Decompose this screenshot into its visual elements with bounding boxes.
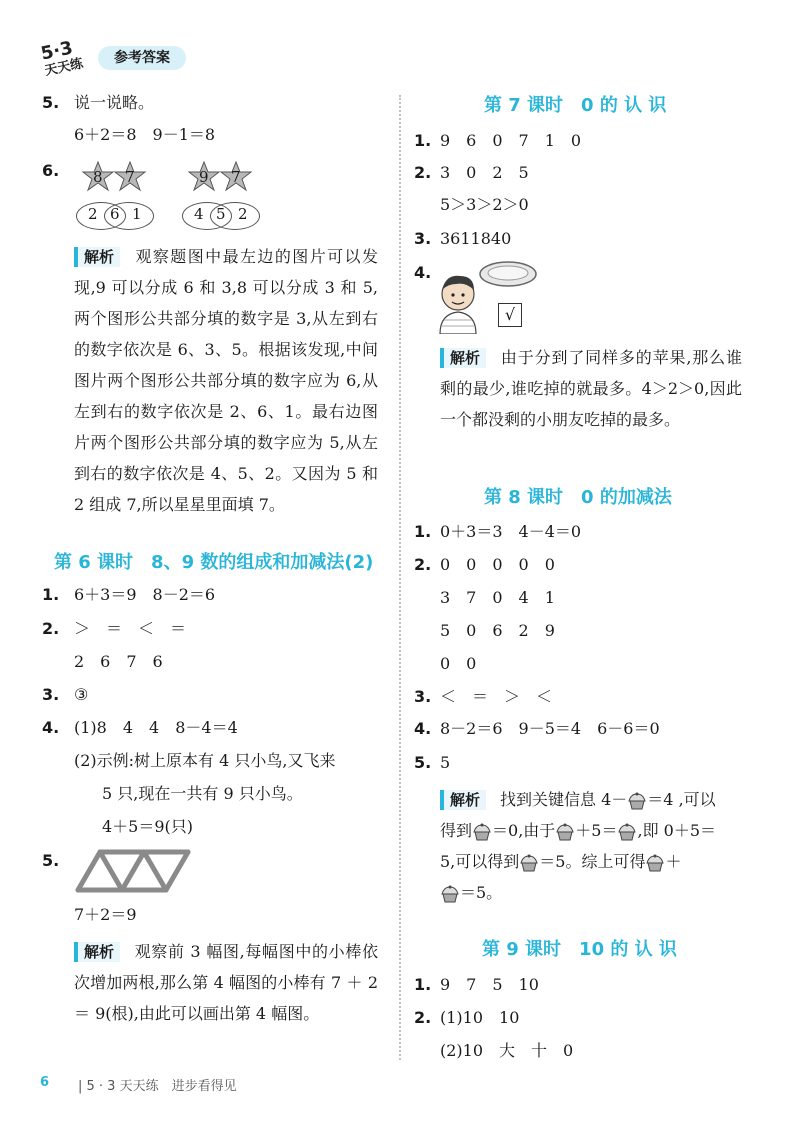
column-divider: [399, 95, 401, 1060]
analysis-text-3a: 5,可以得到: [440, 852, 520, 871]
l7-q4-number: 4.: [414, 263, 432, 282]
badge-label: 参考答案: [114, 50, 170, 66]
cupcake-icon: [645, 853, 665, 873]
l9-q2-line1: (1)10 10: [440, 1008, 520, 1027]
l6-q2-number: 2.: [42, 619, 60, 638]
analysis-tag: 解析: [440, 790, 486, 810]
answer-badge: [98, 46, 186, 70]
lesson-9-title: 第 9 课时 10 的 认 识: [482, 939, 677, 960]
l8-q2-row4: 0 0: [440, 654, 477, 673]
analysis-2: [74, 936, 378, 1029]
l7-q3-number: 3.: [414, 229, 432, 248]
venn-value-middle: 5: [216, 205, 226, 223]
analysis-text-3c: ＋: [665, 852, 682, 871]
l7-q2-row2: 5＞3＞2＞0: [440, 195, 529, 214]
analysis-text: 由于分到了同样多的苹果,那么谁剩的最少,谁吃掉的就最多。4＞2＞0,因此一个都没剩的小朋友吃掉的最多。: [440, 348, 742, 429]
l6-q4-line3: 5 只,现在一共有 9 只小鸟。: [102, 784, 303, 803]
l9-q1-number: 1.: [414, 975, 432, 994]
l7-q1-text: 9 6 0 7 1 0: [440, 131, 582, 150]
l7-q3-text: 3611840: [440, 229, 512, 248]
answer-checkbox: [498, 303, 522, 327]
analysis-1: [74, 241, 378, 520]
analysis-tag: 解析: [440, 348, 486, 368]
analysis-text-1b: ＝4 ,可以: [647, 790, 716, 809]
matchstick-triangles-icon: [74, 846, 214, 896]
l8-q3-text: ＜ ＝ ＞ ＜: [440, 687, 553, 706]
star-2-value: 7: [125, 168, 135, 186]
l8-q3-number: 3.: [414, 687, 432, 706]
cupcake-icon: [627, 791, 647, 811]
l8-q1-text: 0＋3＝3 4－4＝0: [440, 522, 582, 541]
q5-equation: 6＋2＝8 9－1＝8: [74, 125, 216, 144]
analysis-text-2c: ＋5＝: [575, 821, 618, 840]
q5-text: 说一说略。: [74, 93, 155, 112]
logo: [40, 36, 96, 76]
analysis-text-2b: ＝0,由于: [492, 821, 556, 840]
venn-value-left: 2: [88, 205, 98, 223]
l8-q5-text: 5: [440, 753, 451, 772]
l6-q4-line1: (1)8 4 4 8－4＝4: [74, 718, 238, 737]
star-1-value: 9: [199, 168, 209, 186]
analysis-text-4a: ＝5。: [460, 883, 503, 902]
l7-q2-number: 2.: [414, 163, 432, 182]
boy-with-plate-icon: [434, 258, 554, 334]
analysis-text: 观察题图中最左边的图片可以发现,9 可以分成 6 和 3,8 可以分成 3 和 5,两个图形公共部分填的数字是 3,从左到右的数字依次是 6、3、5。根据该发现,中间图片两个图形公共部分填的数字应为 6,从左到右的数字依次是 2、6、1。最右边图片两个图形公共部分填的数字应为 5,从左到右的数字依次是 4、5、2。又因为 5 和 2 组成 7,所以星星里面填 7。: [74, 247, 378, 514]
star-1-value: 8: [93, 168, 103, 186]
l9-q1-text: 9 7 5 10: [440, 975, 539, 994]
l8-q2-row2: 3 7 0 4 1: [440, 588, 555, 607]
l7-q2-row1: 3 0 2 5: [440, 163, 529, 182]
l6-q4-number: 4.: [42, 718, 60, 737]
l6-q2-row1: ＞ ＝ ＜ ＝: [74, 619, 187, 638]
venn-value-right: 1: [132, 205, 142, 223]
l6-q5-equation: 7＋2＝9: [74, 905, 137, 924]
analysis-tag: 解析: [74, 942, 120, 962]
l6-q3-text: ③: [74, 685, 89, 704]
analysis-text-2d: ,即 0＋5＝: [637, 821, 717, 840]
lesson-6-title: 第 6 课时 8、9 数的组成和加减法(2): [54, 552, 374, 573]
q6-number: 6.: [42, 161, 60, 180]
analysis-tag: 解析: [74, 247, 120, 267]
q6-group-1: [74, 160, 164, 230]
analysis-text-3b: ＝5。综上可得: [539, 852, 646, 871]
cupcake-icon: [440, 884, 460, 904]
l6-q3-number: 3.: [42, 685, 60, 704]
logo-graphic: [40, 36, 96, 76]
venn-value-right: 2: [238, 205, 248, 223]
l7-q1-number: 1.: [414, 131, 432, 150]
l8-q1-number: 1.: [414, 522, 432, 541]
l6-q4-line4: 4＋5＝9(只): [102, 817, 194, 836]
l9-q2-number: 2.: [414, 1008, 432, 1027]
q5-number: 5.: [42, 93, 60, 112]
cupcake-icon: [617, 822, 637, 842]
page-number: 6: [40, 1075, 50, 1090]
analysis-text-1a: 找到关键信息 4－: [500, 790, 628, 809]
svg-text:天天练: 天天练: [43, 56, 85, 76]
l8-q2-number: 2.: [414, 555, 432, 574]
analysis-text-2a: 得到: [440, 821, 473, 840]
lesson-7-title: 第 7 课时 0 的 认 识: [484, 95, 667, 116]
l8-q4-text: 8－2＝6 9－5＝4 6－6＝0: [440, 719, 660, 738]
l6-q5-number: 5.: [42, 851, 60, 870]
cupcake-icon: [555, 822, 575, 842]
venn-value-left: 4: [194, 205, 204, 223]
svg-text:5·3: 5·3: [40, 37, 75, 65]
l6-q1-number: 1.: [42, 585, 60, 604]
l6-q1-text: 6＋3＝9 8－2＝6: [74, 585, 216, 604]
q6-group-2: [180, 160, 270, 230]
star-2-value: 7: [231, 168, 241, 186]
analysis-4: [440, 784, 742, 908]
lesson-8-title: 第 8 课时 0 的加减法: [484, 487, 672, 508]
l6-q2-row2: 2 6 7 6: [74, 652, 163, 671]
l9-q2-line2: (2)10 大 十 0: [440, 1041, 574, 1060]
cupcake-icon: [472, 822, 492, 842]
l8-q4-number: 4.: [414, 719, 432, 738]
l6-q4-line2: (2)示例:树上原本有 4 只小鸟,又飞来: [74, 751, 336, 770]
venn-value-middle: 6: [110, 205, 120, 223]
analysis-text: 观察前 3 幅图,每幅图中的小棒依次增加两根,那么第 4 幅图的小棒有 7 ＋ 2 ＝ 9(根),由此可以画出第 4 幅图。: [74, 942, 378, 1023]
analysis-3: [440, 342, 742, 435]
l8-q5-number: 5.: [414, 753, 432, 772]
footer-brand: | 5 · 3 天天练 进步看得见: [78, 1079, 237, 1094]
l8-q2-row3: 5 0 6 2 9: [440, 621, 555, 640]
l8-q2-row1: 0 0 0 0 0: [440, 555, 555, 574]
check-mark: √: [504, 305, 516, 324]
cupcake-icon: [519, 853, 539, 873]
